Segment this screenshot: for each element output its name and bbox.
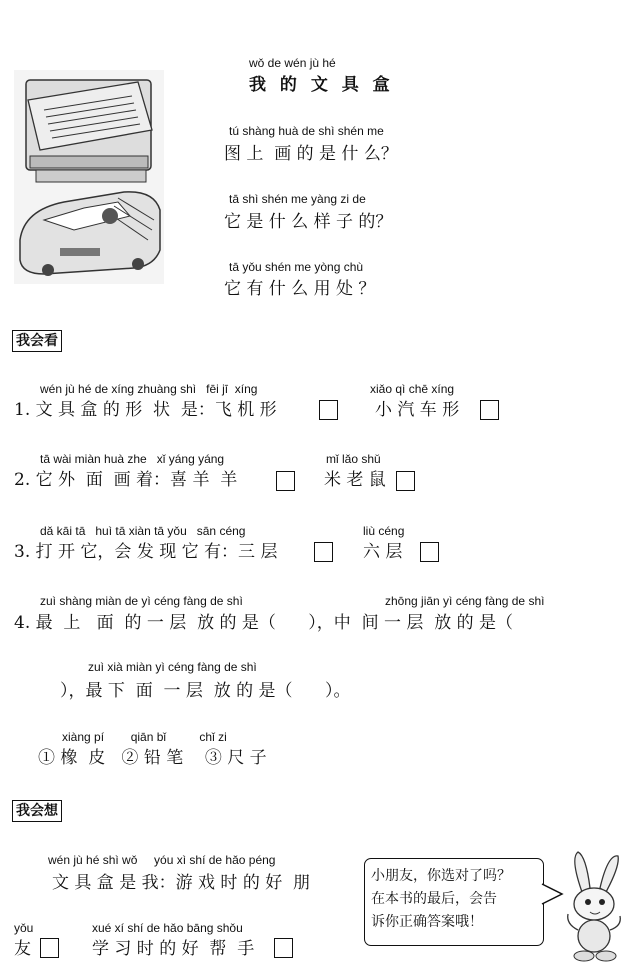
question-2-text: 它 是 什 么 样 子 的？ (224, 212, 393, 232)
q1-text-a: 1. 文 具 盒 的 形 状 是：飞 机 形 (14, 400, 277, 420)
q3-text-b: 六 层 (363, 542, 403, 562)
title-pinyin: wǒ de wén jù hé (249, 56, 336, 70)
question-3-pinyin: tā yǒu shén me yòng chù (229, 260, 364, 274)
speech-bubble (364, 858, 544, 946)
options-text: ① 橡 皮 ② 铅 笔 ③ 尺 子 (38, 748, 267, 768)
q3-pinyin-a: dǎ kāi tā huì tā xiàn tā yǒu sān céng (40, 524, 246, 538)
options-pinyin: xiàng pí qiān bǐ chǐ zi (62, 730, 227, 744)
bubble-line-1: 小朋友，你选对了吗？ (371, 868, 511, 884)
think-line2-pinyin-a: yǒu (14, 921, 34, 935)
q4-pinyin-a: zuì shàng miàn de yì céng fàng de shì (40, 594, 243, 608)
q1-pinyin-a: wén jù hé de xíng zhuàng shì fēi jī xíng (40, 382, 258, 396)
question-1-pinyin: tú shàng huà de shì shén me (229, 124, 384, 138)
bubble-line-3: 诉你正确答案哦！ (371, 914, 483, 930)
bubble-line-2: 在本书的最后，会告 (371, 891, 497, 907)
q2-pinyin-b: mǐ lǎo shǔ (326, 452, 381, 466)
think-line1-text: 文 具 盒 是 我：游 戏 时 的 好 朋 (52, 873, 311, 893)
q1-pinyin-b: xiǎo qì chē xíng (370, 382, 455, 396)
q4-text-a: 4. 最 上 面 的 一 层 放 的 是（ ），中 间 一 层 放 的 是（ (14, 613, 514, 633)
rabbit-mascot-icon (560, 848, 630, 964)
think-line2-text-b: 学 习 时 的 好 帮 手 (92, 939, 255, 959)
q4-pinyin-b: zhōng jiān yì céng fàng de shì (385, 594, 545, 608)
section-label-think: 我会想 (12, 800, 62, 822)
q1-text-b: 小 汽 车 形 (375, 400, 460, 420)
q2-pinyin-a: tā wài miàn huà zhe xǐ yáng yáng (40, 452, 225, 466)
q2-text-b: 米 老 鼠 (324, 470, 386, 490)
question-3-text: 它 有 什 么 用 处 ？ (224, 279, 376, 299)
q3-text-a: 3. 打 开 它，会 发 现 它 有：三 层 (14, 542, 278, 562)
q1-checkbox-car[interactable] (480, 400, 499, 420)
q3-pinyin-b: liù céng (363, 524, 405, 538)
q3-checkbox-three-layers[interactable] (314, 542, 333, 562)
page-title: 我 的 文 具 盒 (249, 75, 394, 95)
q3-checkbox-six-layers[interactable] (420, 542, 439, 562)
question-1-text: 图 上 画 的 是 什 么？ (224, 144, 398, 164)
q2-checkbox-mickey[interactable] (396, 471, 415, 491)
think-checkbox-study[interactable] (274, 938, 293, 958)
pencil-box-illustration (14, 70, 164, 284)
think-checkbox-play[interactable] (40, 938, 59, 958)
think-line2-pinyin-b: xué xí shí de hǎo bāng shǒu (92, 921, 243, 935)
think-line1-pinyin: wén jù hé shì wǒ yóu xì shí de hǎo péng (48, 853, 276, 867)
question-2-pinyin: tā shì shén me yàng zi de (229, 192, 366, 206)
section-label-look: 我会看 (12, 330, 62, 352)
q4-text-c: ），最 下 面 一 层 放 的 是（ ）。 (60, 681, 351, 701)
q2-text-a: 2. 它 外 面 画 着：喜 羊 羊 (14, 470, 238, 490)
think-line2-text-a: 友 (14, 939, 31, 959)
q2-checkbox-xiyangyang[interactable] (276, 471, 295, 491)
q1-checkbox-airplane[interactable] (319, 400, 338, 420)
q4-pinyin-c: zuì xià miàn yì céng fàng de shì (88, 660, 257, 674)
